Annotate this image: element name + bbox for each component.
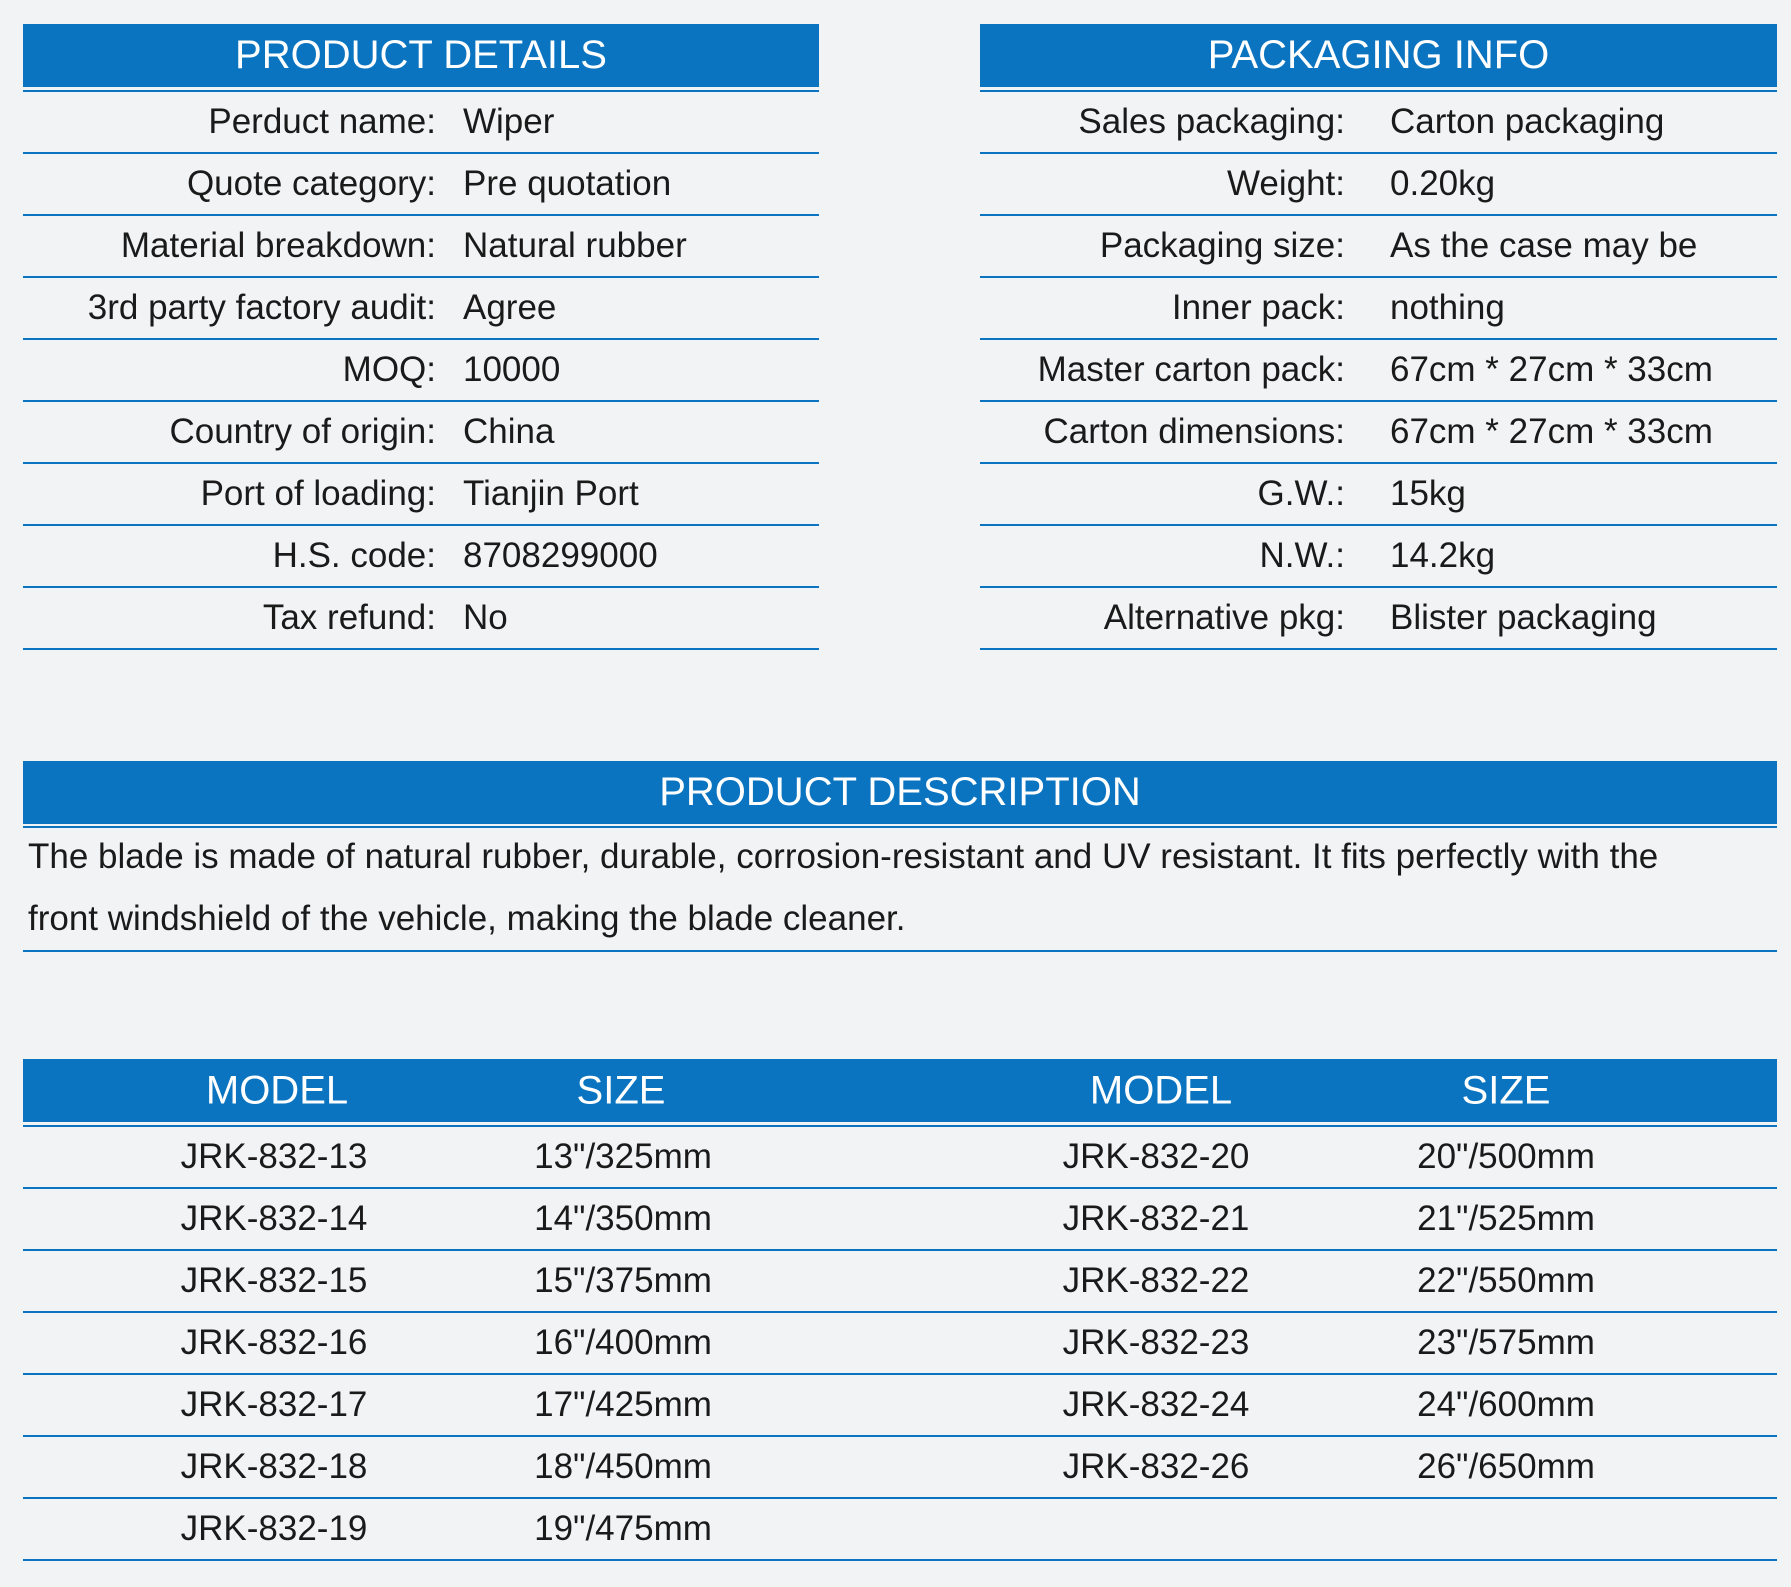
- table-row: [23, 1127, 1777, 1189]
- detail-row: [980, 402, 1777, 464]
- product-details-header: PRODUCT DETAILS: [23, 24, 819, 87]
- detail-label: Quote category:: [186, 164, 436, 203]
- size-cell: 18"/450mm: [534, 1447, 712, 1486]
- model-cell: JRK-832-15: [180, 1261, 368, 1300]
- column-header-size: SIZE: [1461, 1068, 1551, 1112]
- description-line: front windshield of the vehicle, making the blade cleaner.: [28, 899, 906, 938]
- table-row: [23, 1313, 1777, 1375]
- detail-value: 67cm * 27cm * 33cm: [1390, 350, 1713, 389]
- detail-row: [980, 340, 1777, 402]
- detail-label: N.W.:: [1259, 536, 1345, 575]
- detail-row: [23, 154, 819, 216]
- description-bottom-rule: [23, 950, 1777, 952]
- model-cell: JRK-832-20: [1062, 1137, 1250, 1176]
- detail-value: Natural rubber: [463, 226, 687, 265]
- model-cell: JRK-832-13: [180, 1137, 368, 1176]
- detail-value: 0.20kg: [1390, 164, 1496, 203]
- detail-label: 3rd party factory audit:: [87, 288, 436, 327]
- detail-row: [23, 340, 819, 402]
- size-cell: 20"/500mm: [1417, 1137, 1595, 1176]
- detail-label: H.S. code:: [272, 536, 436, 575]
- table-row: [23, 1437, 1777, 1499]
- detail-value: Wiper: [463, 102, 555, 141]
- detail-value: No: [463, 598, 508, 637]
- detail-label: Weight:: [1226, 164, 1345, 203]
- description-line: The blade is made of natural rubber, durable, corrosion-resistant and UV resistant. It fits perfectly with the: [28, 837, 1659, 876]
- model-cell: JRK-832-21: [1062, 1199, 1250, 1238]
- detail-value: 8708299000: [463, 536, 658, 575]
- column-header-size: SIZE: [576, 1068, 666, 1112]
- column-header-model: MODEL: [205, 1068, 349, 1112]
- detail-row: [23, 92, 819, 154]
- detail-row: [980, 526, 1777, 588]
- table-row: [23, 1251, 1777, 1313]
- detail-row: [23, 402, 819, 464]
- detail-value: 10000: [463, 350, 561, 389]
- detail-row: [23, 278, 819, 340]
- detail-value: 15kg: [1390, 474, 1466, 513]
- model-cell: JRK-832-17: [180, 1385, 368, 1424]
- detail-label: G.W.:: [1257, 474, 1345, 513]
- detail-label: Sales packaging:: [1078, 102, 1345, 141]
- detail-row: [980, 92, 1777, 154]
- size-cell: 15"/375mm: [534, 1261, 712, 1300]
- detail-row: [980, 216, 1777, 278]
- detail-row: [980, 154, 1777, 216]
- table-row: [23, 1499, 1777, 1561]
- detail-value: 14.2kg: [1390, 536, 1496, 575]
- product-description-text: [28, 826, 1780, 950]
- model-cell: JRK-832-14: [180, 1199, 368, 1238]
- detail-label: Perduct name:: [208, 102, 436, 141]
- detail-value: China: [463, 412, 555, 451]
- detail-value: As the case may be: [1390, 226, 1698, 265]
- detail-value: Tianjin Port: [463, 474, 639, 513]
- detail-label: Material breakdown:: [120, 226, 436, 265]
- detail-row: [980, 464, 1777, 526]
- detail-value: nothing: [1390, 288, 1505, 327]
- model-cell: JRK-832-19: [180, 1509, 368, 1548]
- table-row: [23, 1189, 1777, 1251]
- model-cell: JRK-832-26: [1062, 1447, 1250, 1486]
- detail-row: [23, 526, 819, 588]
- detail-row: [23, 588, 819, 650]
- detail-label: Tax refund:: [262, 598, 436, 637]
- size-cell: 13"/325mm: [534, 1137, 712, 1176]
- packaging-info-header: PACKAGING INFO: [980, 24, 1777, 87]
- detail-value: Pre quotation: [463, 164, 672, 203]
- size-cell: 26"/650mm: [1417, 1447, 1595, 1486]
- size-cell: 19"/475mm: [534, 1509, 712, 1548]
- model-cell: JRK-832-16: [180, 1323, 368, 1362]
- detail-label: Carton dimensions:: [1043, 412, 1345, 451]
- model-cell: JRK-832-24: [1062, 1385, 1250, 1424]
- model-cell: JRK-832-18: [180, 1447, 368, 1486]
- detail-row: [980, 588, 1777, 650]
- detail-label: Master carton pack:: [1037, 350, 1345, 389]
- detail-label: Country of origin:: [169, 412, 436, 451]
- size-cell: 21"/525mm: [1417, 1199, 1595, 1238]
- detail-row: [980, 278, 1777, 340]
- size-cell: 24"/600mm: [1417, 1385, 1595, 1424]
- size-cell: 22"/550mm: [1417, 1261, 1595, 1300]
- detail-label: Alternative pkg:: [1103, 598, 1345, 637]
- model-cell: JRK-832-22: [1062, 1261, 1250, 1300]
- detail-label: Inner pack:: [1171, 288, 1345, 327]
- detail-row: [23, 464, 819, 526]
- product-description-header: PRODUCT DESCRIPTION: [23, 761, 1777, 824]
- detail-label: Packaging size:: [1099, 226, 1345, 265]
- detail-value: Carton packaging: [1390, 102, 1665, 141]
- size-cell: 17"/425mm: [534, 1385, 712, 1424]
- detail-value: 67cm * 27cm * 33cm: [1390, 412, 1713, 451]
- size-cell: 14"/350mm: [534, 1199, 712, 1238]
- detail-label: MOQ:: [342, 350, 436, 389]
- detail-row: [23, 216, 819, 278]
- size-cell: 16"/400mm: [534, 1323, 712, 1362]
- table-row: [23, 1375, 1777, 1437]
- detail-value: Agree: [463, 288, 557, 327]
- size-cell: 23"/575mm: [1417, 1323, 1595, 1362]
- column-header-model: MODEL: [1089, 1068, 1233, 1112]
- model-cell: JRK-832-23: [1062, 1323, 1250, 1362]
- detail-label: Port of loading:: [200, 474, 436, 513]
- size-table-header: [23, 1059, 1777, 1122]
- detail-value: Blister packaging: [1390, 598, 1657, 637]
